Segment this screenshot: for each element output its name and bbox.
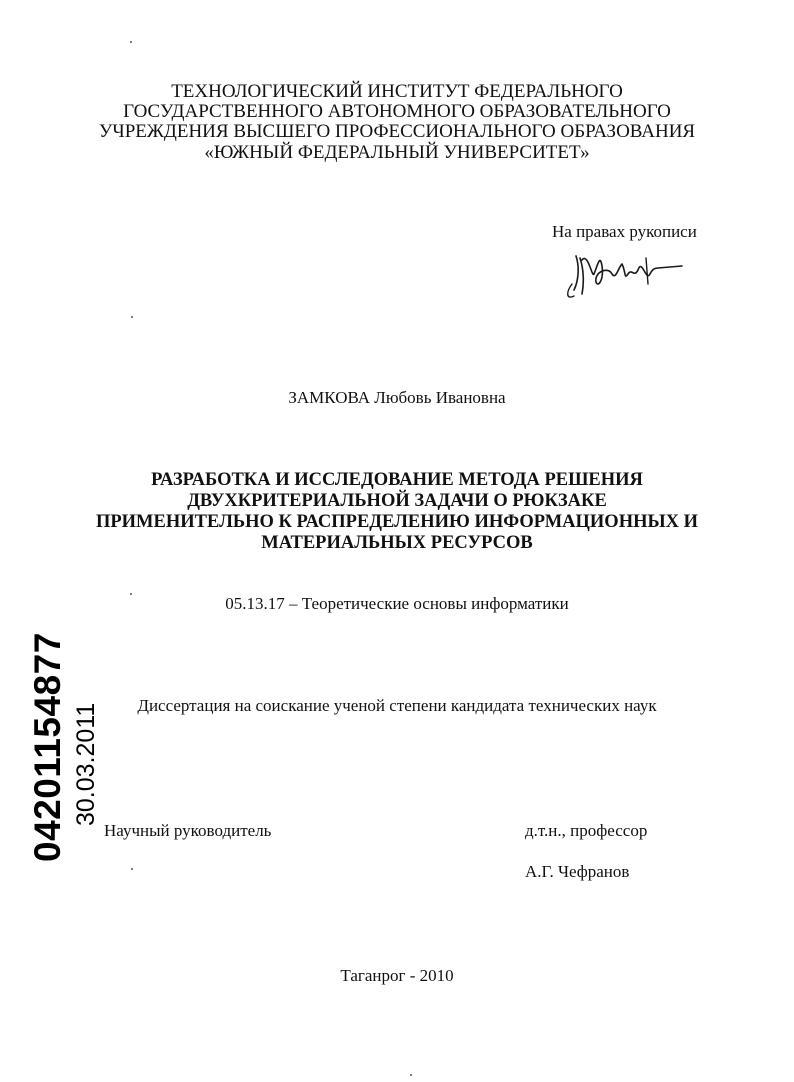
degree-statement: Диссертация на соискание ученой степени кандидата технических наук	[137, 696, 657, 715]
supervisor-rank: д.т.н., профессор	[525, 821, 648, 840]
institution-line-2: ГОСУДАРСТВЕННОГО АВТОНОМНОГО ОБРАЗОВАТЕЛЬНОГО	[123, 101, 671, 122]
scan-speck	[130, 593, 132, 595]
institution-line-3: УЧРЕЖДЕНИЯ ВЫСШЕГО ПРОФЕССИОНАЛЬНОГО ОБРАЗОВАНИЯ	[98, 121, 696, 142]
scan-speck	[410, 1074, 412, 1076]
supervisor-name: А.Г. Чефранов	[525, 862, 630, 881]
author-name: ЗАМКОВА Любовь Ивановна	[288, 388, 506, 407]
supervisor-label: Научный руководитель	[104, 821, 272, 840]
institution-line-1: ТЕХНОЛОГИЧЕСКИЙ ИНСТИТУТ ФЕДЕРАЛЬНОГО	[171, 81, 623, 102]
title-line-4: МАТЕРИАЛЬНЫХ РЕСУРСОВ	[261, 533, 533, 553]
author-signature	[562, 244, 692, 302]
scan-speck	[131, 868, 133, 870]
stamp-number: 04201154877	[27, 632, 68, 862]
specialty-code: 05.13.17 – Теоретические основы информатики	[225, 594, 569, 613]
title-line-3: ПРИМЕНИТЕЛЬНО К РАСПРЕДЕЛЕНИЮ ИНФОРМАЦИОННЫХ И	[95, 512, 699, 532]
stamp-date: 30.03.2011	[72, 702, 100, 826]
title-line-2: ДВУХКРИТЕРИАЛЬНОЙ ЗАДАЧИ О РЮКЗАКЕ	[187, 491, 607, 511]
institution-line-4: «ЮЖНЫЙ ФЕДЕРАЛЬНЫЙ УНИВЕРСИТЕТ»	[204, 142, 590, 163]
scan-speck	[131, 316, 133, 318]
title-line-1: РАЗРАБОТКА И ИССЛЕДОВАНИЕ МЕТОДА РЕШЕНИЯ	[151, 470, 643, 490]
city-year: Таганрог - 2010	[340, 966, 454, 985]
scan-speck	[130, 41, 132, 43]
manuscript-note: На правах рукописи	[552, 222, 697, 241]
